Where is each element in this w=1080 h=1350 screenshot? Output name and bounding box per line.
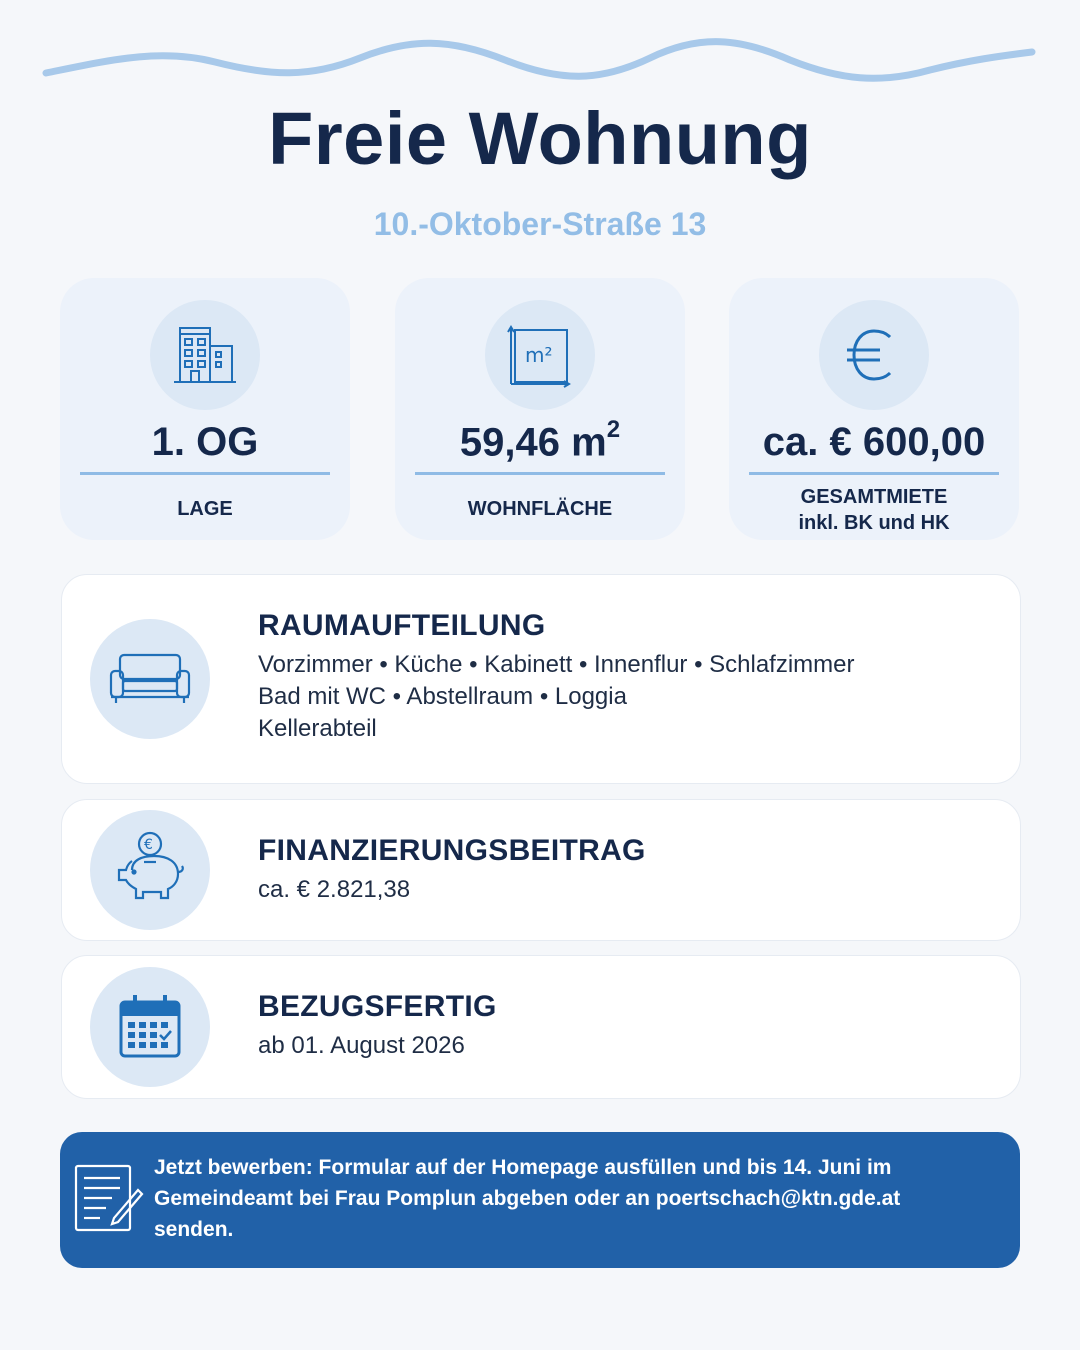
stat-card-rent — [729, 278, 1019, 540]
form-pen-icon — [72, 1160, 144, 1241]
area-label: WOHNFLÄCHE — [467, 498, 613, 520]
rooms-line-3: Kellerabteil — [258, 715, 377, 742]
floor-label: LAGE — [177, 498, 233, 520]
financing-card — [61, 799, 1021, 941]
square-meter-icon — [485, 300, 595, 410]
apply-line-2: Gemeindeamt bei Frau Pomplun abgeben oder an poertschach@ktn.gde.at — [154, 1187, 901, 1210]
financing-value: ca. € 2.821,38 — [258, 876, 411, 903]
floor-value: 1. OG — [151, 420, 259, 464]
euro-icon — [819, 300, 929, 410]
area-value: 59,46 $m^2$ — [459, 416, 621, 465]
building-icon — [150, 300, 260, 410]
rent-underline — [749, 472, 999, 475]
rent-value: ca. € 600,00 — [762, 420, 986, 464]
move-in-card — [61, 955, 1021, 1099]
rent-label-line1: GESAMTMIETE — [800, 486, 948, 508]
rooms-list — [258, 649, 855, 745]
rooms-heading: RAUMAUFTEILUNG — [258, 609, 546, 642]
rooms-line-1: Vorzimmer • Küche • Kabinett • Innenflur • Schlafzimmer — [258, 651, 855, 678]
apply-line-1: Jetzt bewerben: Formular auf der Homepage ausfüllen und bis 14. Juni im — [154, 1156, 892, 1179]
decorative-wave — [0, 20, 1080, 100]
calendar-icon — [90, 967, 210, 1087]
svg-text:m²: m² — [525, 343, 553, 367]
financing-heading: FINANZIERUNGSBEITRAG — [258, 834, 646, 867]
page-title: Freie Wohnung — [268, 97, 812, 180]
apply-banner — [60, 1132, 1020, 1268]
area-superscript: 2 — [606, 416, 621, 443]
move-in-heading: BEZUGSFERTIG — [258, 990, 497, 1023]
stat-card-floor — [60, 278, 350, 540]
svg-text:€: € — [144, 837, 153, 853]
sofa-icon — [90, 619, 210, 739]
move-in-value: ab 01. August 2026 — [258, 1032, 465, 1059]
apply-line-3: senden. — [154, 1218, 234, 1241]
apply-text — [154, 1152, 1004, 1245]
rooms-line-2: Bad mit WC • Abstellraum • Loggia — [258, 683, 627, 710]
address-subtitle: 10.-Oktober-Straße 13 — [373, 206, 707, 242]
area-underline — [415, 472, 665, 475]
rooms-card — [61, 574, 1021, 784]
rent-label-line2: inkl. BK und HK — [798, 512, 950, 534]
floor-underline — [80, 472, 330, 475]
stat-card-area — [395, 278, 685, 540]
piggy-bank-icon — [90, 810, 210, 930]
rent-label — [729, 484, 1019, 536]
